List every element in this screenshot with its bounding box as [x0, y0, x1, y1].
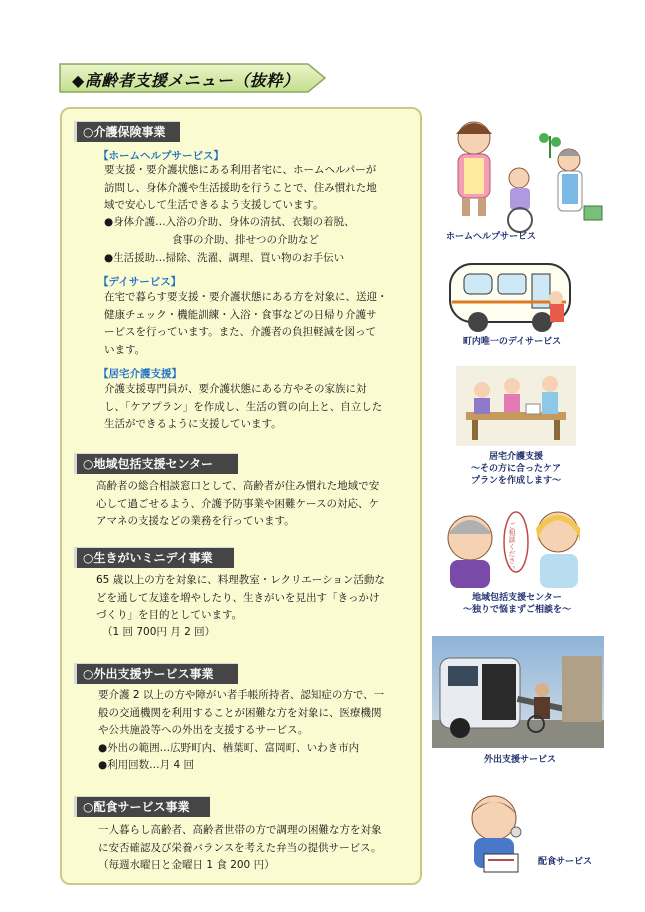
meal-note: （毎週水曜日と金曜日 1 食 200 円） [98, 859, 275, 871]
care-plan-meeting-icon [456, 366, 576, 446]
day-service-text: 在宅で暮らす要支援・要介護状態にある方を対象に、送迎・ 健康チェック・機能訓練・入浴・食事などの日帰り介護サ ービスを行っています。また、介護者の負担軽減を図って います。 [104, 291, 388, 356]
outing-range: ●外出の範囲…広野町内、楢葉町、富岡町、いわき市内 [98, 742, 360, 754]
section-heading-kaigo: ○介護保険事業 [74, 121, 180, 142]
caption-center: 地域包括支援センター ～独りで悩まずご相談を～ [462, 593, 571, 615]
outing-frequency: ●利用回数…月 4 回 [98, 759, 195, 771]
center-text: 高齢者の総合相談窓口として、高齢者が住み慣れた地域で安 心して過ごせるよう、介護予防事業や困難ケースの対応、ケ アマネの支援などの業務を行っています。 [96, 480, 380, 527]
section-heading-meal: ○配食サービス事業 [74, 796, 210, 817]
home-help-text: 要支援・要介護状態にある利用者宅に、ホームヘルパーが 訪問し、身体介護や生活援助を行うことで、住み慣れた地 域で安心して生活できるよう支援しています。 [104, 164, 377, 211]
caption-home-help: ホームヘルプサービス [445, 232, 536, 242]
section-heading-center: ○地域包括支援センター [74, 453, 238, 474]
page-title: ◆高齢者支援メニュー（抜粋） [72, 71, 300, 90]
menu-title-banner [58, 62, 328, 94]
bullet-life-support: ●生活援助…掃除、洗濯、調理、買い物のお手伝い [104, 252, 345, 264]
helper-illustration-icon [434, 108, 604, 236]
meal-text: 一人暮らし高齢者、高齢者世帯の方で調理の困難な方を対象 に安否確認及び栄養バランスを考えた弁当の提供サービス。 [98, 824, 382, 854]
subheading-home-help: 【ホームヘルプサービス】 [98, 150, 224, 162]
outing-text: 要介護 2 以上の方や障がい者手帳所持者、認知症の方で、一 般の交通機関を利用することが困難な方を対象に、医療機関 や公共施設等への外出を支援するサービス。 [98, 689, 385, 736]
care-support-text: 介護支援専門員が、要介護状態にある方やその家族に対 し、「ケアプラン」を作成し、生活の質の向上と、自立した 生活ができるように支援しています。 [104, 383, 383, 430]
subheading-day-service: 【デイサービス】 [98, 276, 182, 288]
meal-delivery-illustration-icon [460, 790, 530, 880]
bullet-body-care: ●身体介護…入浴の介助、身体の清拭、衣類の着脱、 [104, 216, 355, 228]
caption-outing: 外出支援サービス [483, 755, 556, 765]
caption-day-service: 町内唯一のデイサービス [462, 337, 562, 347]
miniday-fee: （1 回 700円 月 2 回） [102, 626, 216, 638]
section-heading-outing: ○外出支援サービス事業 [74, 663, 238, 684]
day-service-bus-icon [446, 254, 580, 334]
wheelchair-van-photo-icon [432, 636, 604, 748]
section-heading-miniday: ○生きがいミニデイ事業 [74, 547, 234, 568]
bullet-body-care-cont: 食事の介助、排せつの介助など [172, 234, 319, 246]
speech-bubble-text: ご相談ください [508, 522, 516, 571]
caption-meal: 配食サービス [537, 857, 592, 867]
caption-care-plan: 居宅介護支援 ～その方に合ったケア プランを作成します～ [470, 452, 561, 486]
consultation-illustration-icon [436, 498, 586, 590]
miniday-text: 65 歳以上の方を対象に、料理教室・レクリエーション活動な どを通して友達を増やしたり、生きがいを見出す「きっかけ づくり」を目的としています。 [96, 574, 385, 621]
subheading-care-support: 【居宅介護支援】 [98, 368, 182, 380]
